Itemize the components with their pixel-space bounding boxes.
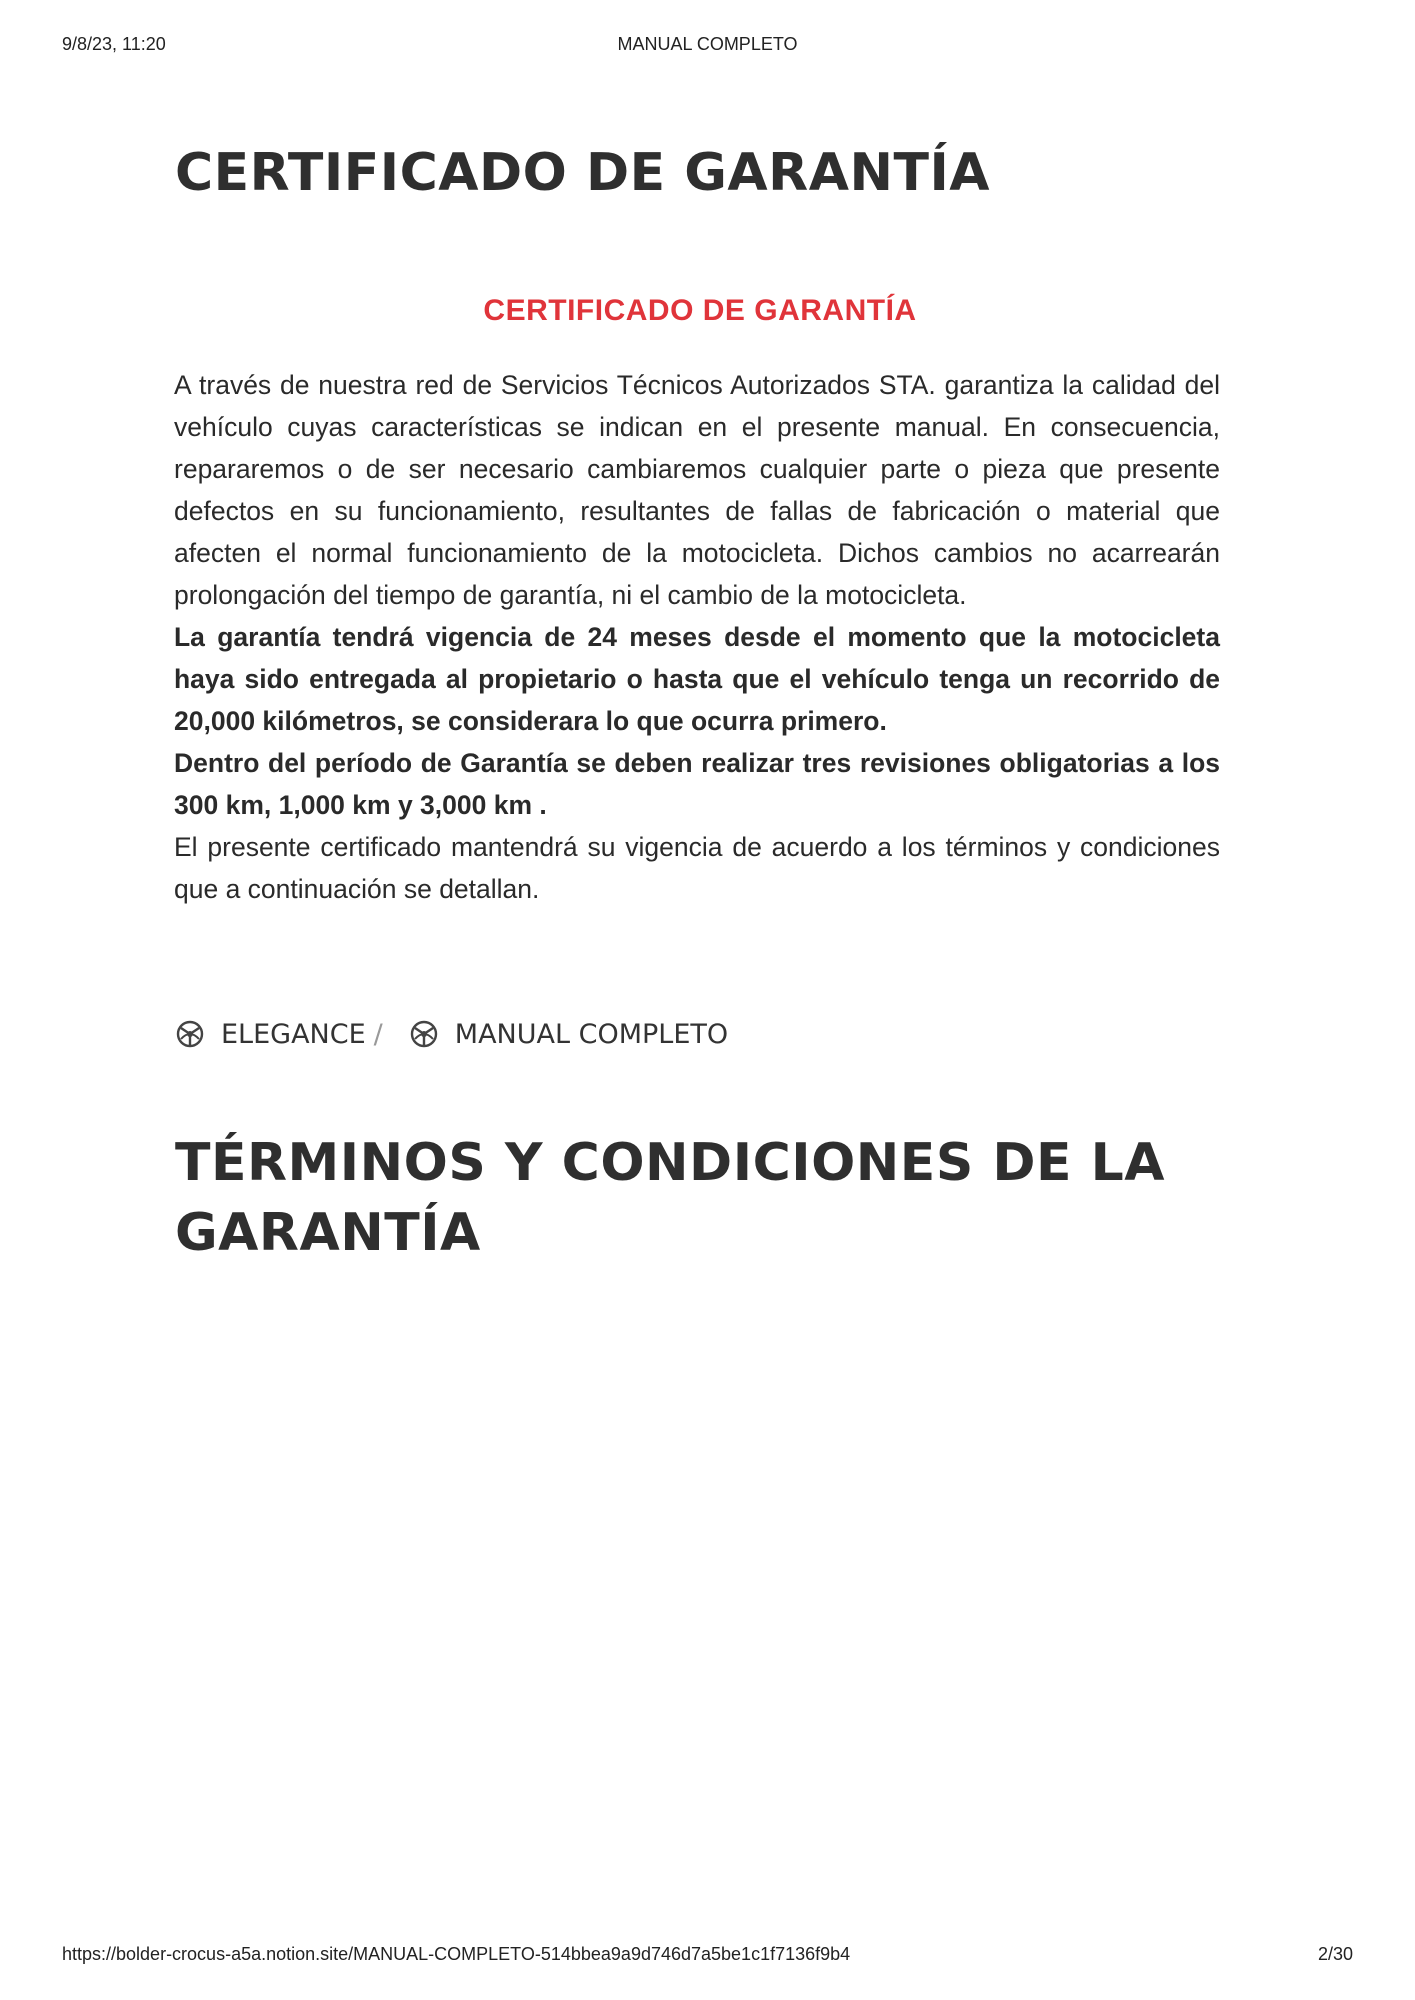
print-page-number: 2/30: [1317, 1944, 1353, 1964]
breadcrumb-label-manual-completo: MANUAL COMPLETO: [454, 1018, 729, 1050]
breadcrumb-label-elegance: ELEGANCE: [221, 1018, 366, 1050]
certificate-title: CERTIFICADO DE GARANTÍA: [483, 294, 917, 327]
print-doc-title: MANUAL COMPLETO: [617, 34, 798, 54]
certificate-paragraph-1: A través de nuestra red de Servicios Técnicos Autorizados STA. garantiza la calidad del vehículo cuyas características se indican en el presente manual. En consecuencia, repararemos o de ser necesario cambiaremos cualquier parte o pieza que presente defectos en su funcionamiento, resultantes de fallas de fabricación o material que afecten el normal funcionamiento de la motocicleta. Dichos cambios no acarrearán prolongación del tiempo de garantía, ni el cambio de la motocicleta.: [174, 370, 1220, 610]
print-footer: [62, 1944, 1353, 1968]
certificate-body: [174, 364, 1220, 910]
print-header: [62, 34, 1353, 58]
certificate-paragraph-3: Dentro del período de Garantía se deben realizar tres revisiones obligatorias a los 300 km, 1,000 km y 3,000 km .: [174, 748, 1220, 820]
print-datetime: 9/8/23, 11:20: [62, 34, 166, 54]
breadcrumb-separator: /: [373, 1018, 383, 1050]
heading-terminos-condiciones: TÉRMINOS Y CONDICIONES DE LA GARANTÍA: [175, 1133, 1166, 1263]
certificate-paragraph-4: El presente certificado mantendrá su vigencia de acuerdo a los términos y condiciones que a continuación se detallan.: [174, 832, 1220, 904]
heading-certificado: CERTIFICADO DE GARANTÍA: [175, 143, 991, 203]
print-url: https://bolder-crocus-a5a.notion.site/MANUAL-COMPLETO-514bbea9a9d746d7a5be1c1f7136f9b4: [62, 1944, 851, 1964]
breadcrumb-item-elegance[interactable]: [175, 1019, 366, 1050]
breadcrumb-item-manual-completo[interactable]: [409, 1019, 728, 1050]
motorcycle-wheel-icon: [409, 1019, 439, 1049]
breadcrumb: [175, 1014, 728, 1054]
motorcycle-wheel-icon: [175, 1019, 205, 1049]
certificate-image: [160, 278, 1240, 1008]
certificate-paragraph-2: La garantía tendrá vigencia de 24 meses desde el momento que la motocicleta haya sido entregada al propietario o hasta que el vehículo tenga un recorrido de 20,000 kilómetros, se considerara lo que ocurra primero.: [174, 622, 1220, 736]
